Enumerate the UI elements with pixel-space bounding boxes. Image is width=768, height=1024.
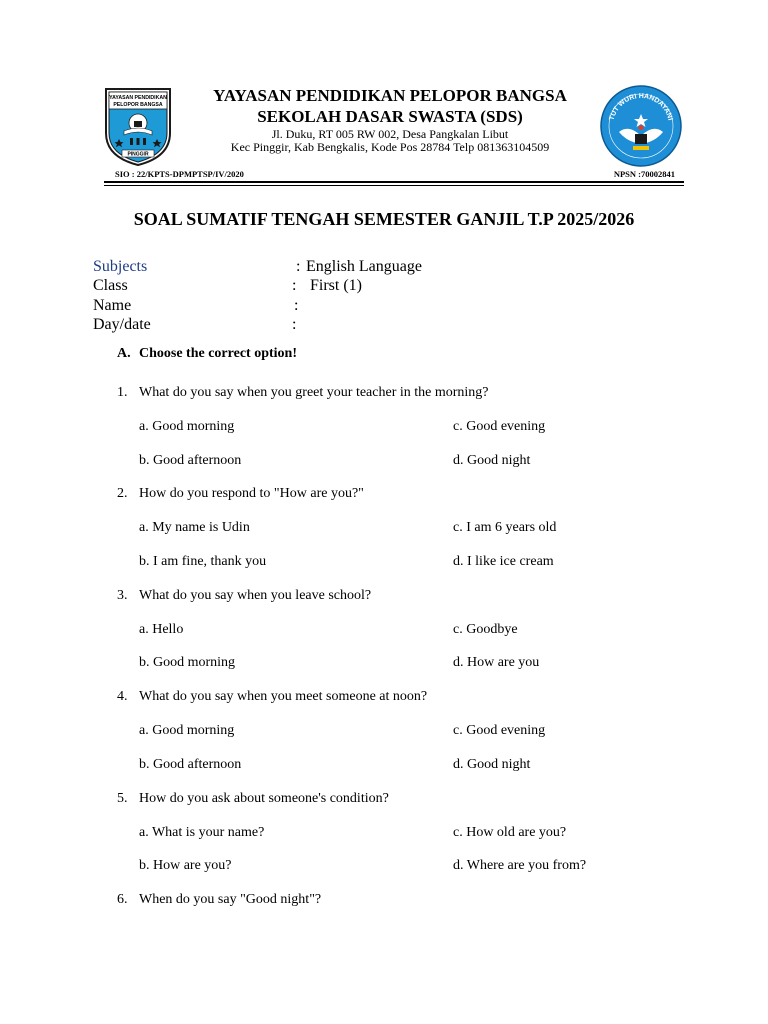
section-title: Choose the correct option! <box>139 346 297 361</box>
question-text: When do you say "Good night"? <box>139 892 322 907</box>
question-3 <box>117 588 371 604</box>
letterhead-divider-thin <box>104 185 684 186</box>
option-a: a. Hello <box>139 622 184 637</box>
option-b: b. Good morning <box>139 655 236 670</box>
question-text: What do you say when you leave school? <box>139 588 372 603</box>
question-text: What do you say when you greet your teacher in the morning? <box>139 385 489 400</box>
logo-text-top: YAYASAN PENDIDIKAN <box>109 95 167 101</box>
option-d: d. Good night <box>453 453 531 468</box>
section-letter: A. <box>117 346 131 361</box>
option-a: a. Good morning <box>139 419 235 434</box>
option-c: c. How old are you? <box>453 825 567 840</box>
option-c: c. Good evening <box>453 723 546 738</box>
option-d: d. Where are you from? <box>453 858 587 873</box>
option-b: b. Good afternoon <box>139 757 242 772</box>
question-text: How do you respond to "How are you?" <box>139 486 364 501</box>
option-b: b. Good afternoon <box>139 453 242 468</box>
option-d: d. I like ice cream <box>453 554 554 569</box>
option-d: d. How are you <box>453 655 540 670</box>
logo-text-bottom: PINGGIR <box>127 151 149 158</box>
subjects-separator: : <box>296 258 301 275</box>
school-address-line-1: Jl. Duku, RT 005 RW 002, Desa Pangkalan Libut <box>271 127 509 141</box>
question-text: How do you ask about someone's condition? <box>139 791 389 806</box>
question-number: 5. <box>117 791 128 806</box>
option-c: c. Goodbye <box>453 622 518 637</box>
sio-number: SIO : 22/KPTS-DPMPTSP/IV/2020 <box>115 169 244 179</box>
question-1 <box>117 385 489 401</box>
name-separator: : <box>294 297 299 314</box>
subjects-value: English Language <box>306 258 422 275</box>
letterhead-divider-thick <box>104 181 684 183</box>
section-heading <box>117 346 297 362</box>
question-5 <box>117 791 389 807</box>
day-date-separator: : <box>292 316 297 333</box>
question-6 <box>117 892 321 908</box>
npsn-number: NPSN :70002841 <box>613 169 675 179</box>
question-4 <box>117 689 427 705</box>
option-b: b. How are you? <box>139 858 232 873</box>
question-number: 3. <box>117 588 128 603</box>
option-a: a. Good morning <box>139 723 235 738</box>
option-c: c. Good evening <box>453 419 546 434</box>
question-number: 1. <box>117 385 128 400</box>
question-2 <box>117 486 364 502</box>
option-a: a. What is your name? <box>139 825 265 840</box>
class-value: First (1) <box>306 277 362 294</box>
logo-text-mid: PELOPOR BANGSA <box>113 102 163 108</box>
question-number: 2. <box>117 486 128 501</box>
option-c: c. I am 6 years old <box>453 520 557 535</box>
school-name: SEKOLAH DASAR SWASTA (SDS) <box>257 107 523 126</box>
day-date-label: Day/date <box>93 316 151 333</box>
option-b: b. I am fine, thank you <box>139 554 267 569</box>
exam-title: SOAL SUMATIF TENGAH SEMESTER GANJIL T.P 2025/2026 <box>133 209 635 229</box>
class-label: Class <box>93 277 128 294</box>
organization-name: YAYASAN PENDIDIKAN PELOPOR BANGSA <box>213 86 567 105</box>
question-number: 4. <box>117 689 128 704</box>
option-d: d. Good night <box>453 757 531 772</box>
school-address-line-2: Kec Pinggir, Kab Bengkalis, Kode Pos 28784 Telp 081363104509 <box>230 140 550 154</box>
option-a: a. My name is Udin <box>139 520 250 535</box>
subjects-label: Subjects <box>93 258 148 275</box>
name-label: Name <box>93 297 132 314</box>
class-separator: : <box>292 277 297 294</box>
logo-motto: TUT WURI HANDAYANI <box>608 92 674 122</box>
question-number: 6. <box>117 892 128 907</box>
question-text: What do you say when you meet someone at noon? <box>139 689 428 704</box>
